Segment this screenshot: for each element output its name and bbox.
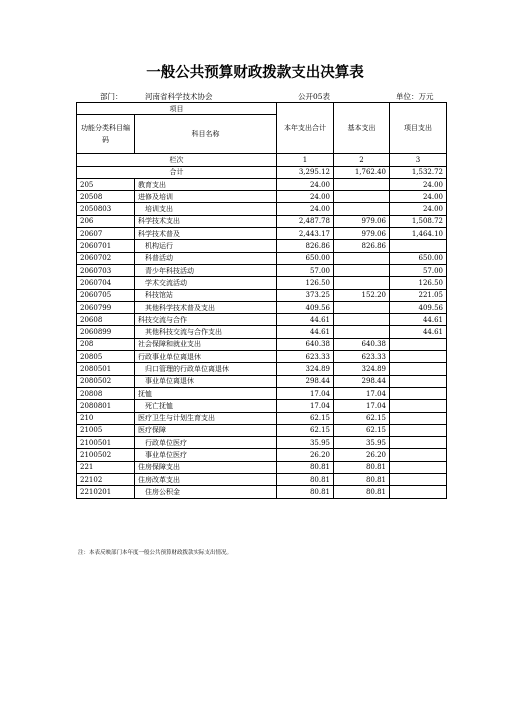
row-code: 2060799: [77, 301, 135, 313]
header-total: 本年支出合计: [277, 103, 334, 154]
row-code: 2080502: [77, 375, 135, 387]
row-project: [390, 387, 447, 399]
row-basic: 979.06: [334, 215, 390, 227]
table-row: [77, 474, 447, 486]
row-name: 青少年科技活动: [135, 264, 277, 276]
row-total: 126.50: [277, 277, 334, 289]
row-project: 409.56: [390, 301, 447, 313]
row-code: 2100501: [77, 437, 135, 449]
table-row: [77, 240, 447, 252]
row-name: 科技交流与合作: [135, 314, 277, 326]
row-code: 20805: [77, 351, 135, 363]
row-name: 住房公积金: [135, 486, 277, 498]
page-title: 一般公共预算财政拨款支出决算表: [146, 65, 364, 81]
row-project: [390, 400, 447, 412]
row-name: 行政单位医疗: [135, 437, 277, 449]
row-total: 826.86: [277, 240, 334, 252]
dept-label: 部门：: [100, 92, 123, 101]
row-basic: 298.44: [334, 375, 390, 387]
row-code: 206: [77, 215, 135, 227]
row-total: 2,443.17: [277, 228, 334, 240]
row-code: 2060703: [77, 264, 135, 276]
row-project: 650.00: [390, 252, 447, 264]
row-total: 62.15: [277, 424, 334, 436]
row-code: 205: [77, 178, 135, 190]
column-index-label: 栏次: [77, 154, 277, 166]
row-project: [390, 351, 447, 363]
row-total: 623.33: [277, 351, 334, 363]
table-row: [77, 178, 447, 190]
row-code: 2050803: [77, 203, 135, 215]
row-project: [390, 437, 447, 449]
row-name: 科学技术支出: [135, 215, 277, 227]
row-total: 650.00: [277, 252, 334, 264]
table-row: [77, 301, 447, 313]
row-code: 2210201: [77, 486, 135, 498]
row-basic: 324.89: [334, 363, 390, 375]
row-basic: 640.38: [334, 338, 390, 350]
row-basic: 62.15: [334, 424, 390, 436]
row-total: 2,487.78: [277, 215, 334, 227]
row-project: 24.00: [390, 203, 447, 215]
row-basic: 35.95: [334, 437, 390, 449]
row-name: 住房改革支出: [135, 474, 277, 486]
row-basic: 152.20: [334, 289, 390, 301]
row-name: 进修及培训: [135, 191, 277, 203]
table-row: [77, 424, 447, 436]
row-project: [390, 449, 447, 461]
row-code: 2060702: [77, 252, 135, 264]
row-code: 20808: [77, 387, 135, 399]
row-name: 医疗保障: [135, 424, 277, 436]
row-project: 126.50: [390, 277, 447, 289]
row-total: 298.44: [277, 375, 334, 387]
row-code: 2080501: [77, 363, 135, 375]
row-total: 24.00: [277, 178, 334, 190]
unit-label: 单位：万元: [396, 92, 434, 101]
row-project: [390, 375, 447, 387]
sum-total: 3,295.12: [277, 166, 334, 178]
row-name: 其他科学技术普及支出: [135, 301, 277, 313]
row-basic: 826.86: [334, 240, 390, 252]
row-basic: 80.81: [334, 486, 390, 498]
header-code: 功能分类科目编码: [77, 115, 135, 154]
dept-name: 河南省科学技术协会: [145, 92, 213, 101]
row-name: 抚恤: [135, 387, 277, 399]
row-basic: [334, 301, 390, 313]
row-name: 住房保障支出: [135, 461, 277, 473]
row-name: 学术交流活动: [135, 277, 277, 289]
row-name: 社会保障和就业支出: [135, 338, 277, 350]
row-code: 20608: [77, 314, 135, 326]
row-basic: [334, 264, 390, 276]
row-total: 17.04: [277, 400, 334, 412]
row-name: 教育支出: [135, 178, 277, 190]
table-row: [77, 277, 447, 289]
row-code: 2100502: [77, 449, 135, 461]
row-basic: [334, 203, 390, 215]
row-code: 2060701: [77, 240, 135, 252]
row-total: 640.38: [277, 338, 334, 350]
row-project: [390, 363, 447, 375]
column-index-2: 2: [334, 154, 390, 166]
row-basic: [334, 277, 390, 289]
row-basic: 80.81: [334, 474, 390, 486]
header-item: 项目: [77, 103, 277, 115]
row-code: 208: [77, 338, 135, 350]
row-total: 26.20: [277, 449, 334, 461]
table-row: [77, 400, 447, 412]
row-name: 死亡抚恤: [135, 400, 277, 412]
row-name: 科学技术普及: [135, 228, 277, 240]
table-row: [77, 387, 447, 399]
row-code: 22102: [77, 474, 135, 486]
table-row: [77, 437, 447, 449]
row-basic: 623.33: [334, 351, 390, 363]
row-basic: [334, 191, 390, 203]
row-basic: 17.04: [334, 387, 390, 399]
row-project: 24.00: [390, 191, 447, 203]
row-basic: [334, 178, 390, 190]
table-row: [77, 203, 447, 215]
row-total: 62.15: [277, 412, 334, 424]
row-total: 80.81: [277, 474, 334, 486]
row-project: 1,464.10: [390, 228, 447, 240]
sum-basic: 1,762.40: [334, 166, 390, 178]
table-row: [77, 252, 447, 264]
table-row: [77, 215, 447, 227]
row-name: 医疗卫生与计划生育支出: [135, 412, 277, 424]
row-basic: 17.04: [334, 400, 390, 412]
sum-project: 1,532.72: [390, 166, 447, 178]
footnote: 注：本表反映部门本年度一般公共预算财政拨款实际支出情况。: [78, 550, 233, 556]
table-row: [77, 338, 447, 350]
row-project: [390, 412, 447, 424]
row-code: 221: [77, 461, 135, 473]
row-total: 409.56: [277, 301, 334, 313]
row-code: 2080801: [77, 400, 135, 412]
row-project: 24.00: [390, 178, 447, 190]
row-code: 2060704: [77, 277, 135, 289]
row-basic: 979.06: [334, 228, 390, 240]
row-project: [390, 461, 447, 473]
row-name: 事业单位离退休: [135, 375, 277, 387]
header-project: 项目支出: [390, 103, 447, 154]
row-project: 1,508.72: [390, 215, 447, 227]
row-project: 221.05: [390, 289, 447, 301]
row-total: 57.00: [277, 264, 334, 276]
table-row: [77, 375, 447, 387]
row-code: 20607: [77, 228, 135, 240]
table-row: [77, 326, 447, 338]
row-total: 24.00: [277, 203, 334, 215]
header-basic: 基本支出: [334, 103, 390, 154]
column-index-3: 3: [390, 154, 447, 166]
row-total: 373.25: [277, 289, 334, 301]
row-name: 科技馆站: [135, 289, 277, 301]
table-row: [77, 412, 447, 424]
table-row: [77, 191, 447, 203]
column-index-1: 1: [277, 154, 334, 166]
header-name: 科目名称: [135, 115, 277, 154]
row-basic: 26.20: [334, 449, 390, 461]
row-total: 17.04: [277, 387, 334, 399]
expenditure-table: [76, 102, 447, 499]
table-row: [77, 314, 447, 326]
row-total: 35.95: [277, 437, 334, 449]
table-row: [77, 449, 447, 461]
row-basic: [334, 326, 390, 338]
row-basic: 62.15: [334, 412, 390, 424]
sum-label: 合计: [77, 166, 277, 178]
table-row: [77, 228, 447, 240]
table-row: [77, 351, 447, 363]
row-code: 210: [77, 412, 135, 424]
table-row: [77, 486, 447, 498]
row-name: 其他科技交流与合作支出: [135, 326, 277, 338]
row-project: 44.61: [390, 326, 447, 338]
row-project: 57.00: [390, 264, 447, 276]
row-total: 44.61: [277, 314, 334, 326]
row-basic: [334, 314, 390, 326]
row-code: 20508: [77, 191, 135, 203]
row-project: 44.61: [390, 314, 447, 326]
row-project: [390, 424, 447, 436]
row-name: 科普活动: [135, 252, 277, 264]
row-project: [390, 338, 447, 350]
row-total: 44.61: [277, 326, 334, 338]
table-row: [77, 363, 447, 375]
row-code: 21005: [77, 424, 135, 436]
table-row: [77, 289, 447, 301]
row-name: 行政事业单位离退休: [135, 351, 277, 363]
row-total: 80.81: [277, 486, 334, 498]
row-code: 2060705: [77, 289, 135, 301]
row-total: 80.81: [277, 461, 334, 473]
row-total: 24.00: [277, 191, 334, 203]
row-total: 324.89: [277, 363, 334, 375]
row-project: [390, 240, 447, 252]
form-number: 公开05表: [298, 92, 331, 101]
table-row: [77, 264, 447, 276]
row-basic: [334, 252, 390, 264]
row-project: [390, 474, 447, 486]
table-row: [77, 461, 447, 473]
row-name: 归口管理的行政单位离退休: [135, 363, 277, 375]
row-basic: 80.81: [334, 461, 390, 473]
row-name: 事业单位医疗: [135, 449, 277, 461]
row-code: 2060899: [77, 326, 135, 338]
row-name: 培训支出: [135, 203, 277, 215]
row-project: [390, 486, 447, 498]
row-name: 机构运行: [135, 240, 277, 252]
